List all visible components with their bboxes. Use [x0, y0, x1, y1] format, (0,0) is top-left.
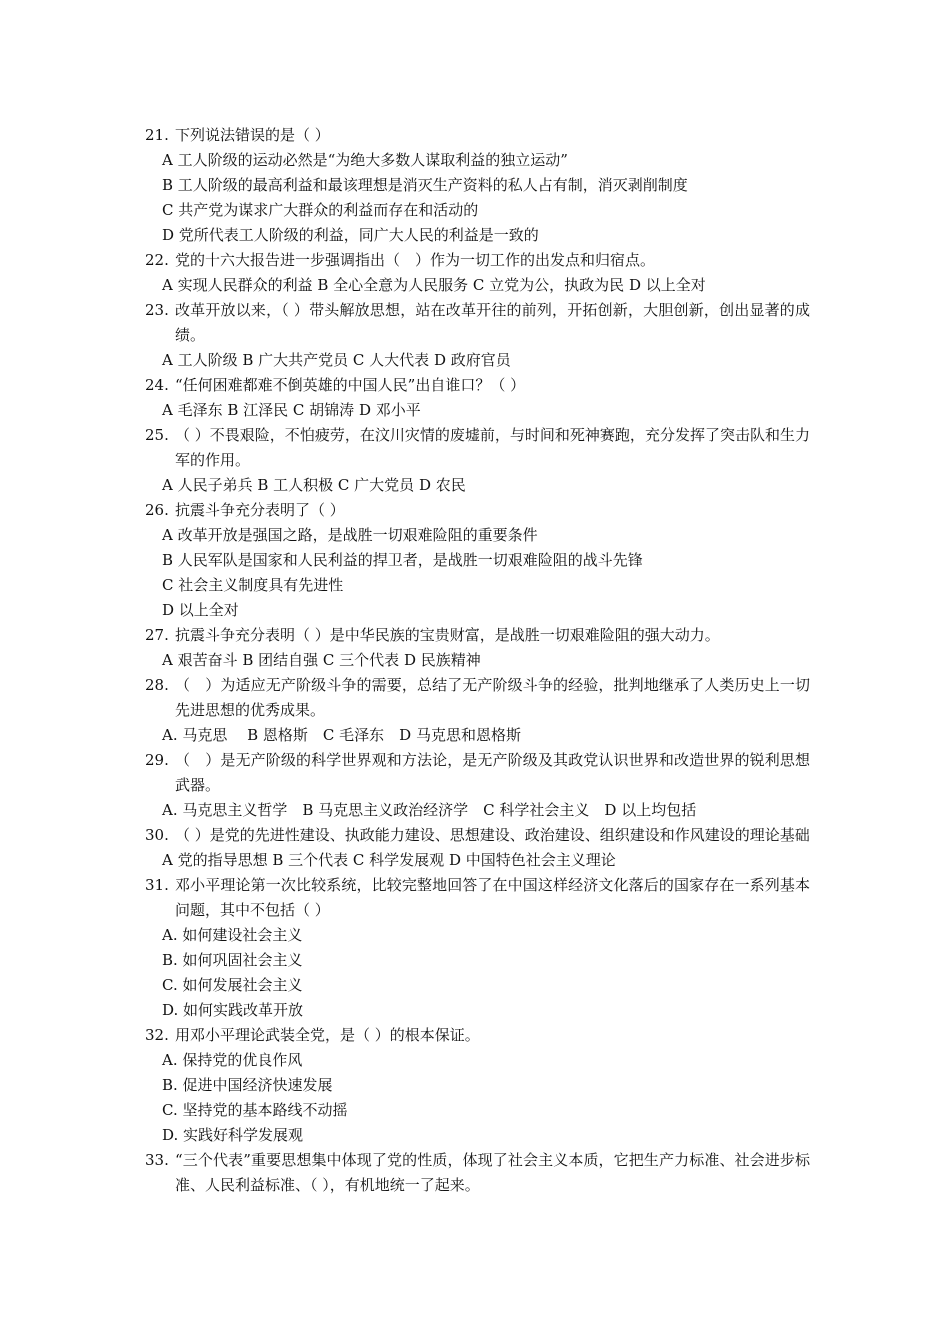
question-stem: 党的十六大报告进一步强调指出（ ）作为一切工作的出发点和归宿点。	[175, 251, 656, 269]
question-number: 25.	[145, 426, 169, 444]
question-stem: （ ）是无产阶级的科学世界观和方法论，是无产阶级及其政党认识世界和改造世界的锐利思想武器。	[175, 751, 810, 794]
option: A 人民子弟兵 B 工人积极 C 广大党员 D 农民	[162, 476, 466, 494]
question-number: 31.	[145, 876, 169, 894]
question-number: 30.	[145, 826, 169, 844]
question-23	[145, 298, 810, 373]
option: A. 马克思主义哲学 B 马克思主义政治经济学 C 科学社会主义 D 以上均包括	[162, 801, 697, 819]
option: A 党的指导思想 B 三个代表 C 科学发展观 D 中国特色社会主义理论	[162, 851, 616, 869]
question-stem: （ ）是党的先进性建设、执政能力建设、思想建设、政治建设、组织建设和作风建设的理论基础	[175, 826, 810, 844]
question-stem: 改革开放以来，（ ）带头解放思想，站在改革开往的前列，开拓创新，大胆创新，创出显著的成绩。	[175, 301, 810, 344]
question-stem: （ ）不畏艰险，不怕疲劳，在汶川灾情的废墟前，与时间和死神赛跑，充分发挥了突击队和生力军的作用。	[175, 426, 810, 469]
question-number: 33.	[145, 1151, 169, 1169]
question-number: 26.	[145, 501, 169, 519]
option: B 人民军队是国家和人民利益的捍卫者，是战胜一切艰难险阻的战斗先锋	[162, 551, 643, 569]
option: A 工人阶级的运动必然是“为绝大多数人谋取利益的独立运动”	[162, 151, 568, 169]
option: A 实现人民群众的利益 B 全心全意为人民服务 C 立党为公，执政为民 D 以上全对	[162, 276, 706, 294]
option: D. 如何实践改革开放	[162, 1001, 304, 1019]
question-32	[145, 1023, 810, 1148]
question-stem: “任何困难都难不倒英雄的中国人民”出自谁口？（ ）	[175, 376, 526, 394]
question-stem: 抗震斗争充分表明（ ）是中华民族的宝贵财富，是战胜一切艰难险阻的强大动力。	[175, 626, 720, 644]
option: A. 保持党的优良作风	[162, 1051, 303, 1069]
option: A. 马克思 B 恩格斯 C 毛泽东 D 马克思和恩格斯	[162, 726, 521, 744]
question-33	[145, 1148, 810, 1198]
question-number: 24.	[145, 376, 169, 394]
option: C 社会主义制度具有先进性	[162, 576, 344, 594]
question-21	[145, 123, 810, 248]
question-29	[145, 748, 810, 823]
question-list	[145, 123, 810, 1198]
question-24	[145, 373, 810, 423]
question-stem: 邓小平理论第一次比较系统，比较完整地回答了在中国这样经济文化落后的国家存在一系列基本问题，其中不包括（ ）	[175, 876, 810, 919]
question-number: 21.	[145, 126, 169, 144]
question-number: 32.	[145, 1026, 169, 1044]
question-27	[145, 623, 810, 673]
question-number: 22.	[145, 251, 169, 269]
option: B 工人阶级的最高利益和最该理想是消灭生产资料的私人占有制，消灭剥削制度	[162, 176, 688, 194]
question-number: 29.	[145, 751, 169, 769]
question-30	[145, 823, 810, 873]
question-28	[145, 673, 810, 748]
question-25	[145, 423, 810, 498]
option: D. 实践好科学发展观	[162, 1126, 304, 1144]
option: A 毛泽东 B 江泽民 C 胡锦涛 D 邓小平	[162, 401, 421, 419]
question-number: 28.	[145, 676, 169, 694]
option: B. 促进中国经济快速发展	[162, 1076, 333, 1094]
question-stem: 抗震斗争充分表明了（ ）	[175, 501, 345, 519]
question-stem: “三个代表”重要思想集中体现了党的性质，体现了社会主义本质，它把生产力标准、社会进步标准、人民利益标准、（ ），有机地统一了起来。	[175, 1151, 810, 1194]
option: A 改革开放是强国之路，是战胜一切艰难险阻的重要条件	[162, 526, 538, 544]
question-number: 27.	[145, 626, 169, 644]
question-stem: 下列说法错误的是（ ）	[175, 126, 330, 144]
question-number: 23.	[145, 301, 169, 319]
option: C. 坚持党的基本路线不动摇	[162, 1101, 348, 1119]
option: C 共产党为谋求广大群众的利益而存在和活动的	[162, 201, 479, 219]
question-31	[145, 873, 810, 1023]
option: B. 如何巩固社会主义	[162, 951, 303, 969]
option: D 党所代表工人阶级的利益，同广大人民的利益是一致的	[162, 226, 539, 244]
option: A 工人阶级 B 广大共产党员 C 人大代表 D 政府官员	[162, 351, 511, 369]
option: C. 如何发展社会主义	[162, 976, 303, 994]
question-stem: 用邓小平理论武装全党，是（ ）的根本保证。	[175, 1026, 480, 1044]
option: D 以上全对	[162, 601, 239, 619]
question-26	[145, 498, 810, 623]
option: A. 如何建设社会主义	[162, 926, 303, 944]
option: A 艰苦奋斗 B 团结自强 C 三个代表 D 民族精神	[162, 651, 481, 669]
question-22	[145, 248, 810, 298]
question-stem: （ ）为适应无产阶级斗争的需要，总结了无产阶级斗争的经验，批判地继承了人类历史上一切先进思想的优秀成果。	[175, 676, 810, 719]
